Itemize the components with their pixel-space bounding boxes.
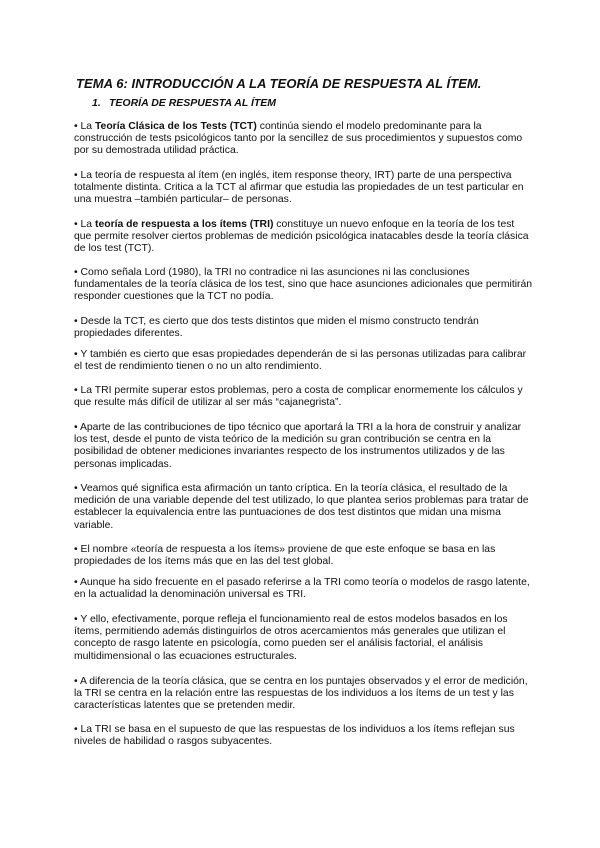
- paragraph-6: [74, 349, 534, 373]
- bullet-12: •: [74, 614, 78, 625]
- paragraph-6-text: Y también es cierto que esas propiedades dependerán de si las personas utilizadas para calibrar el test de rendimiento tienen o no un alto rendimiento.: [74, 349, 527, 373]
- paragraph-14-text: La TRI se basa en el supuesto de que las respuestas de los individuos a los ítems reflejan sus niveles de habilidad o rasgos subyacentes.: [74, 724, 515, 748]
- section-heading: [92, 97, 276, 109]
- paragraph-3-bold: teoría de respuesta a los ítems (TRI): [94, 219, 274, 230]
- paragraph-5-text: Desde la TCT, es cierto que dos tests distintos que miden el mismo constructo tendrán propiedades diferentes.: [74, 316, 479, 340]
- paragraph-2-text: La teoría de respuesta al ítem (en inglés, item response theory, IRT) parte de una perspectiva totalmente distinta. Critica a la TCT al afirmar que estudia las propiedades de un test particular en una muestra –también particular– de personas.: [74, 170, 524, 206]
- paragraph-7-text: La TRI permite superar estos problemas, pero a costa de complicar enormemente los cálculos y que resulte más difícil de utilizar al ser más “cajanegrista”.: [74, 385, 523, 409]
- paragraph-3-post: constituye un nuevo enfoque en la teoría de los test que permite resolver ciertos problemas de medición psicológica inatacables desde la teoría clásica de los test (TCT).: [74, 219, 529, 255]
- paragraph-2: [74, 170, 534, 207]
- paragraph-9-text: Veamos qué significa esta afirmación un tanto críptica. En la teoría clásica, el resultado de la medición de una variable depende del test utilizado, lo que plantea serios problemas para tratar de establecer la equivalencia entre las puntuaciones de dos test distintos que midan una misma variable.: [74, 483, 529, 531]
- paragraph-13-text: A diferencia de la teoría clásica, que se centra en los puntajes observados y el error de medición, la TRI se centra en la relación entre las respuestas de los individuos a los ítems de un test y las características latentes que se pretenden medir.: [74, 676, 528, 712]
- bullet-9: •: [74, 483, 78, 494]
- paragraph-9: [74, 483, 534, 532]
- paragraph-3-pre: La: [80, 219, 95, 230]
- paragraph-4-text: Como señala Lord (1980), la TRI no contradice ni las asunciones ni las conclusiones fundamentales de la teoría clásica de los test, sino que hace asunciones adicionales que permitirán responder cuestiones que la TCT no podía.: [74, 267, 533, 303]
- bullet-6: •: [74, 349, 78, 360]
- section-title: TEORÍA DE RESPUESTA AL ÍTEM: [109, 97, 277, 109]
- bullet-13: •: [74, 676, 78, 687]
- paragraph-1-pre: La: [80, 121, 95, 132]
- paragraph-8-text: Aparte de las contribuciones de tipo técnico que aportará la TRI a la hora de construir y analizar los test, desde el punto de vista teórico de la medición su gran contribución se centra en la posibilidad de obtener mediciones invariantes respecto de los instrumentos utilizados y de las personas implicadas.: [74, 422, 522, 470]
- paragraph-11-text: Aunque ha sido frecuente en el pasado referirse a la TRI como teoría o modelos de rasgo latente, en la actualidad la denominación universal es TRI.: [74, 577, 530, 601]
- bullet-8: •: [74, 422, 78, 433]
- paragraph-14: [74, 724, 534, 748]
- bullet-14: •: [74, 724, 78, 735]
- paragraph-3: [74, 219, 534, 256]
- bullet-3: •: [74, 219, 78, 230]
- paragraph-11: [74, 577, 534, 601]
- bullet-7: •: [74, 385, 78, 396]
- paragraph-10: [74, 544, 534, 568]
- paragraph-10-text: El nombre «teoría de respuesta a los ítems» proviene de que este enfoque se basa en las propiedades de los ítems más que en las del test global.: [74, 544, 496, 568]
- paragraph-5: [74, 316, 534, 340]
- paragraph-1-bold: Teoría Clásica de los Tests (TCT): [94, 121, 257, 132]
- paragraph-12: [74, 614, 534, 663]
- bullet-4: •: [74, 267, 78, 278]
- paragraph-13: [74, 676, 534, 713]
- paragraph-4: [74, 267, 534, 304]
- paragraph-7: [74, 385, 534, 409]
- bullet-1: •: [74, 121, 78, 132]
- paragraph-1-post: continúa siendo el modelo predominante para la construcción de tests psicológicos tanto por la sencillez de sus procedimientos y supuestos como por su demostrada utilidad práctica.: [74, 121, 523, 157]
- bullet-10: •: [74, 544, 78, 555]
- bullet-11: •: [74, 577, 78, 588]
- bullet-2: •: [74, 170, 78, 181]
- paragraph-1: [74, 121, 534, 158]
- section-number: 1.: [92, 97, 101, 109]
- paragraph-8: [74, 422, 534, 471]
- bullet-5: •: [74, 316, 78, 327]
- paragraph-12-text: Y ello, efectivamente, porque refleja el funcionamiento real de estos modelos basados en los ítems, permitiendo además distinguirlos de otros acercamientos más generales que utilizan el concepto de rasgo latente en psicología, como pueden ser el análisis factorial, el análisis multidimensional o las ecuaciones estructurales.: [74, 614, 508, 662]
- document-title: TEMA 6: INTRODUCCIÓN A LA TEORÍA DE RESPUESTA AL ÍTEM.: [76, 76, 482, 91]
